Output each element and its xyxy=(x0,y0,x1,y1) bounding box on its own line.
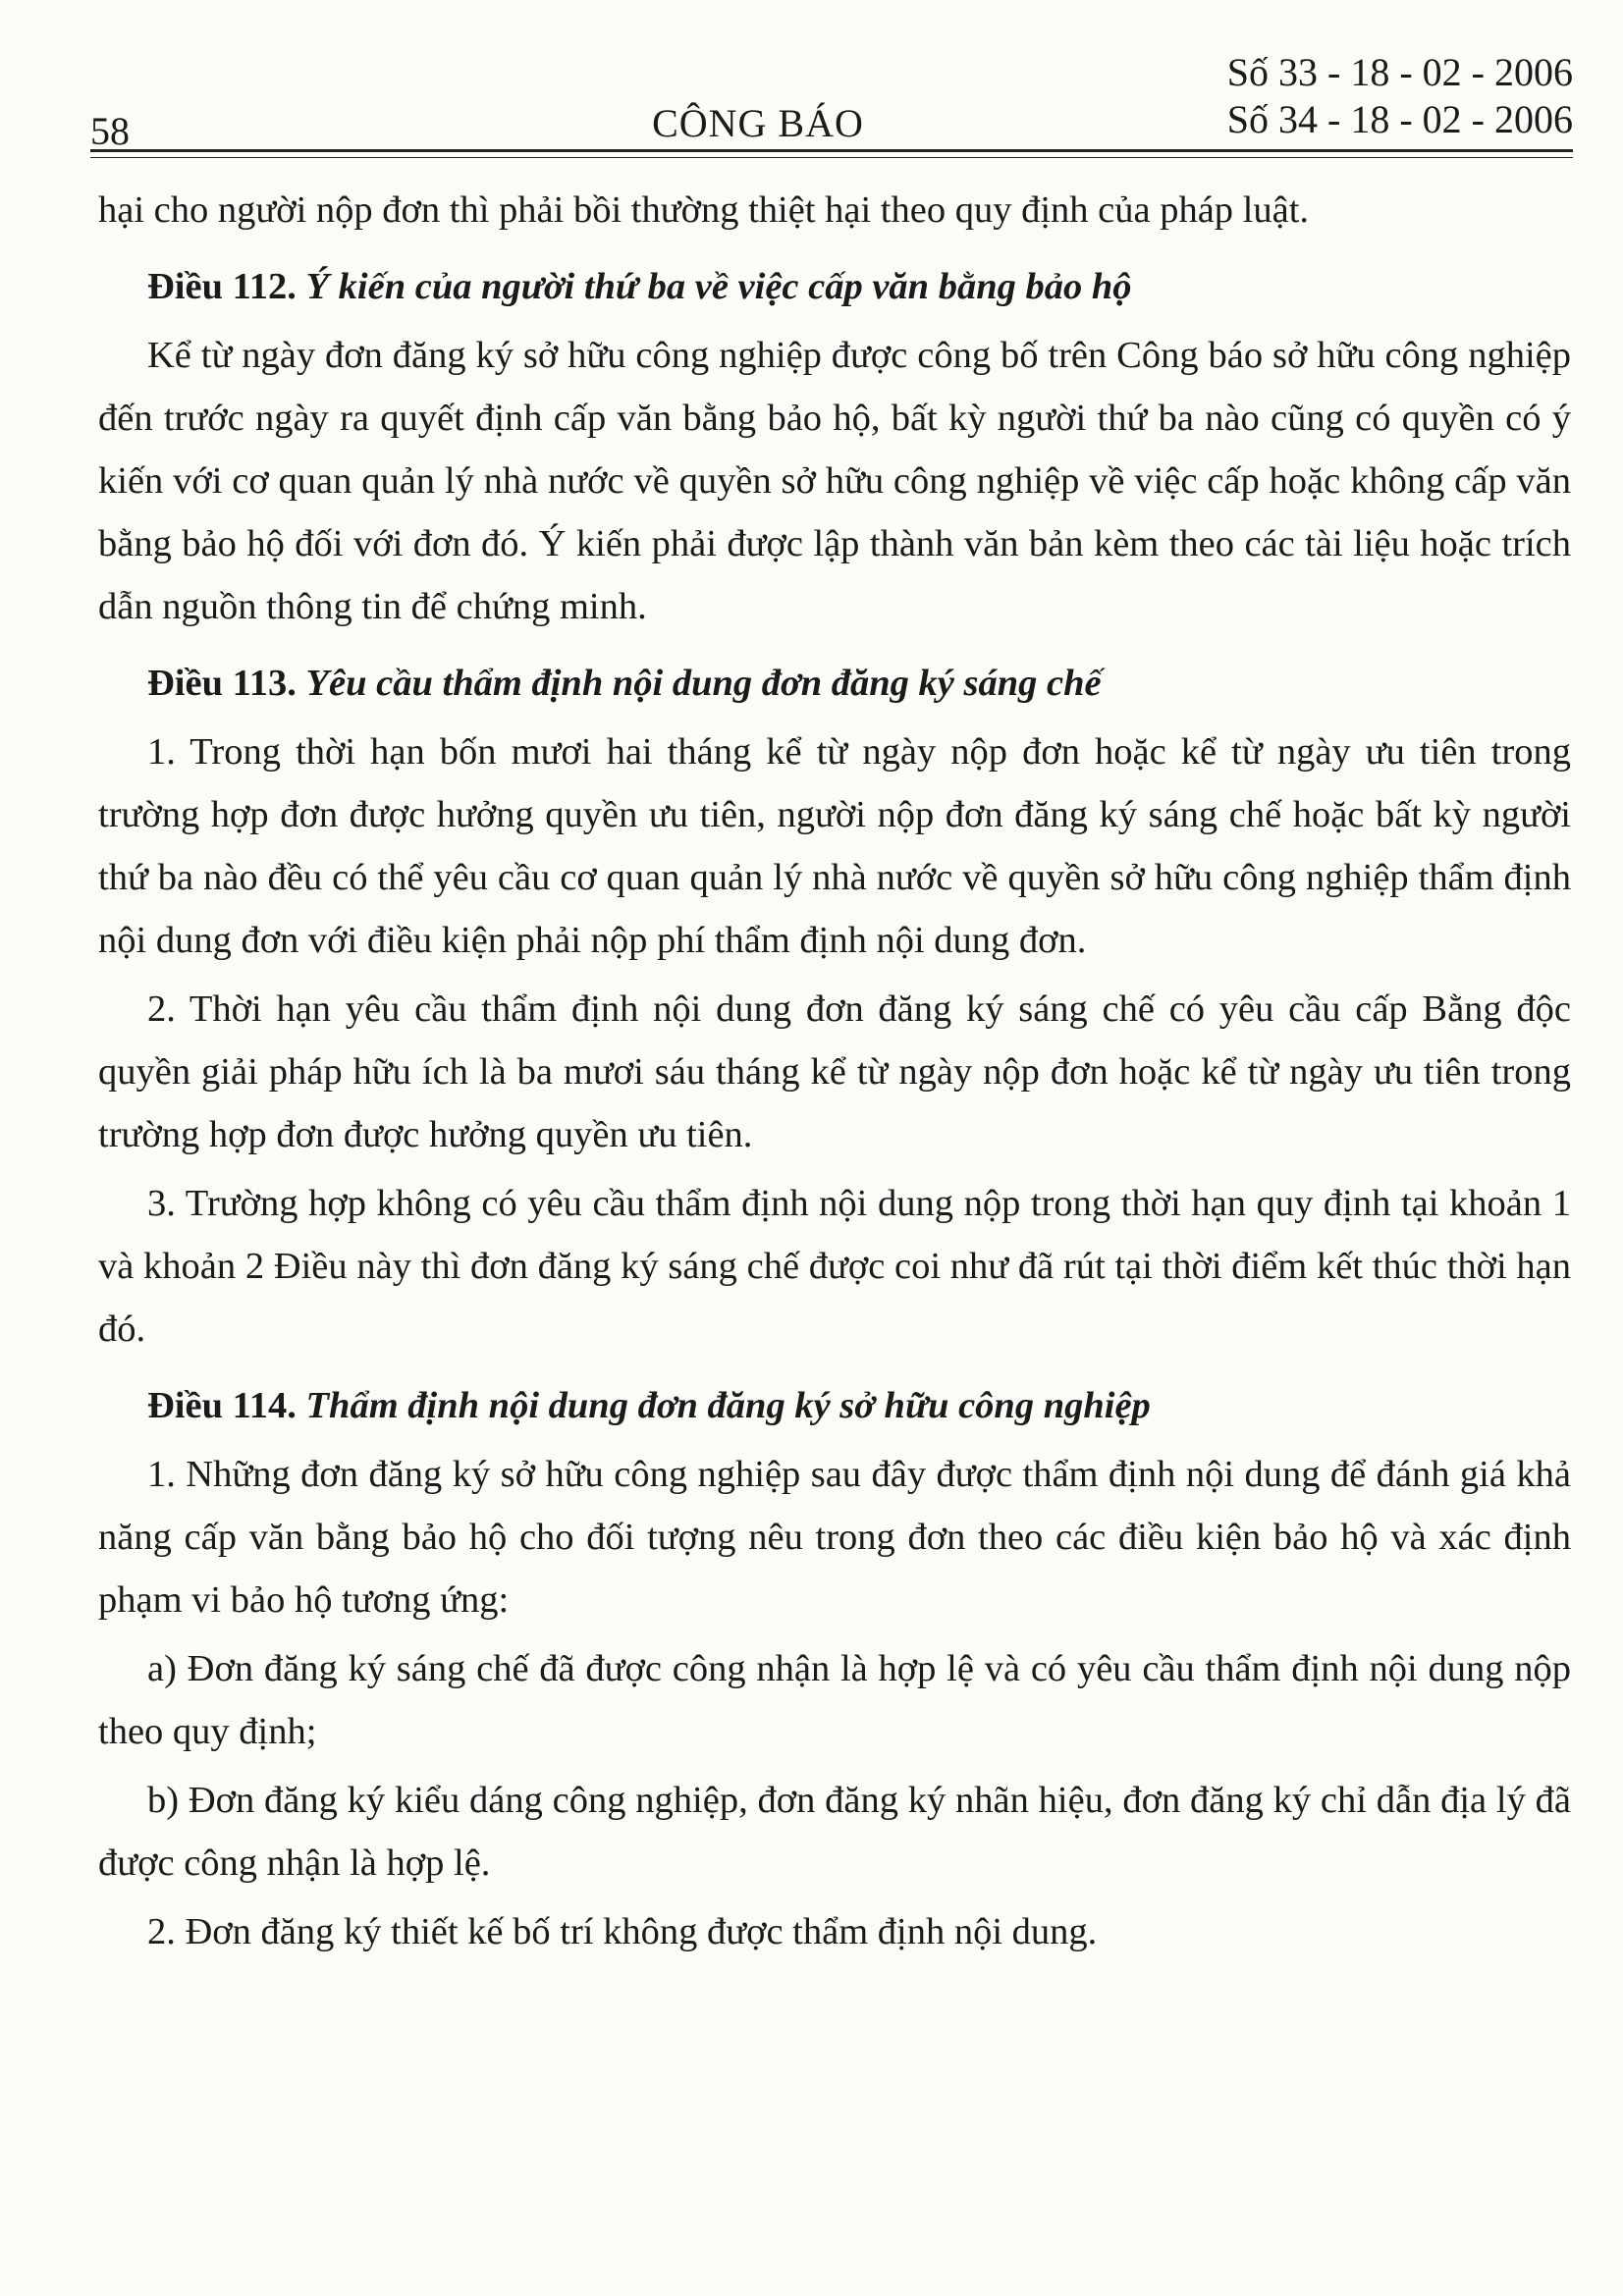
article-paragraph: b) Đơn đăng ký kiểu dáng công nghiệp, đơn đăng ký nhãn hiệu, đơn đăng ký chỉ dẫn địa lý đã được công nhận là hợp lệ. xyxy=(98,1780,1571,1884)
article-heading xyxy=(98,1374,1571,1437)
article-number: Điều 113. xyxy=(147,663,297,704)
page-header xyxy=(90,47,1573,155)
header-rule-thin xyxy=(90,157,1573,158)
article-heading xyxy=(98,652,1571,715)
issue-number: Số 33 - 18 - 02 - 2006 xyxy=(1226,50,1573,94)
issue-number: Số 34 - 18 - 02 - 2006 xyxy=(1226,97,1573,141)
article-paragraph: 2. Thời hạn yêu cầu thẩm định nội dung đơn đăng ký sáng chế có yêu cầu cấp Bằng độc quyền giải pháp hữu ích là ba mươi sáu tháng kể từ ngày nộp đơn hoặc kể từ ngày ưu tiên trong trường hợp đơn được hưởng quyền ưu tiên. xyxy=(98,988,1571,1155)
page-number: 58 xyxy=(90,109,130,153)
article-heading xyxy=(98,255,1571,318)
article-title: Yêu cầu thẩm định nội dung đơn đăng ký sáng chế xyxy=(305,663,1102,704)
page-body xyxy=(98,179,1571,1963)
continuation-paragraph: hại cho người nộp đơn thì phải bồi thường thiệt hại theo quy định của pháp luật. xyxy=(98,189,1310,231)
gazette-name: CÔNG BÁO xyxy=(652,101,864,145)
article-paragraph: 1. Những đơn đăng ký sở hữu công nghiệp sau đây được thẩm định nội dung để đánh giá khả năng cấp văn bằng bảo hộ cho đối tượng nêu trong đơn theo các điều kiện bảo hộ và xác định phạm vi bảo hộ tương ứng: xyxy=(98,1454,1571,1621)
article-title: Ý kiến của người thứ ba về việc cấp văn bằng bảo hộ xyxy=(305,266,1132,307)
article-paragraph: 3. Trường hợp không có yêu cầu thẩm định nội dung nộp trong thời hạn quy định tại khoản 1 và khoản 2 Điều này thì đơn đăng ký sáng chế được coi như đã rút tại thời điểm kết thúc thời hạn đó. xyxy=(98,1183,1571,1350)
article-title: Thẩm định nội dung đơn đăng ký sở hữu công nghiệp xyxy=(305,1385,1151,1426)
header-rule-thick xyxy=(90,149,1573,152)
article-number: Điều 114. xyxy=(147,1385,297,1426)
article-number: Điều 112. xyxy=(147,266,297,307)
article-paragraph: 2. Đơn đăng ký thiết kế bố trí không được thẩm định nội dung. xyxy=(147,1911,1098,1952)
article-paragraph: Kể từ ngày đơn đăng ký sở hữu công nghiệp được công bố trên Công báo sở hữu công nghiệp đến trước ngày ra quyết định cấp văn bằng bảo hộ, bất kỳ người thứ ba nào cũng có quyền có ý kiến với cơ quan quản lý nhà nước về quyền sở hữu công nghiệp về việc cấp hoặc không cấp văn bằng bảo hộ đối với đơn đó. Ý kiến phải được lập thành văn bản kèm theo các tài liệu hoặc trích dẫn nguồn thông tin để chứng minh. xyxy=(98,335,1571,627)
article-paragraph: a) Đơn đăng ký sáng chế đã được công nhận là hợp lệ và có yêu cầu thẩm định nội dung nộp theo quy định; xyxy=(98,1648,1571,1752)
issue-numbers xyxy=(1227,49,1573,143)
article-paragraph: 1. Trong thời hạn bốn mươi hai tháng kể từ ngày nộp đơn hoặc kể từ ngày ưu tiên trong trường hợp đơn được hưởng quyền ưu tiên, người nộp đơn đăng ký sáng chế hoặc bất kỳ người thứ ba nào đều có thể yêu cầu cơ quan quản lý nhà nước về quyền sở hữu công nghiệp thẩm định nội dung đơn với điều kiện phải nộp phí thẩm định nội dung đơn. xyxy=(98,731,1571,961)
